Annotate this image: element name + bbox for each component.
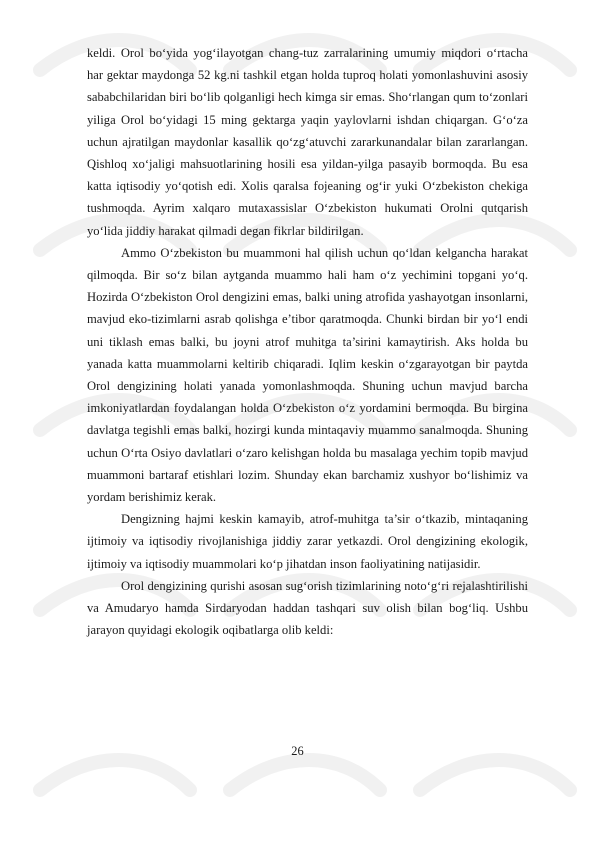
paragraph-1: keldi. Orol bo‘yida yog‘ilayotgan chang-tuz zarralarining umumiy miqdori o‘rtacha har gektar maydonga 52 kg.ni tashkil etgan holda tuproq holati yomonlashuvini asosiy sababchilaridan biri bo‘lib qolganligi hech kimga sir emas. Sho‘rlangan qum to‘zonlari yiliga Orol bo‘yidagi 15 ming gektarga yaqin yaylovlarni ishdan chiqargan. G‘o‘za uchun ajratilgan maydonlar kasallik qo‘zg‘atuvchi zararkunandalar bilan zararlangan. Qishloq xo‘jaligi mahsuotlarining hosili esa yildan-yilga pasayib bormoqda. Bu esa katta iqtisodiy yo‘qotish edi. Xolis qaralsa fojeaning og‘ir yuki O‘zbekiston chekiga tushmoqda. Ayrim xalqaro mutaxassislar O‘zbekiston hukumati Orolni qutqarish yo‘lida jiddiy harakat qilmadi degan fikrlar bildirilgan. [87, 46, 528, 238]
paragraph-4: Orol dengizining qurishi asosan sug‘orish tizimlarining noto‘g‘ri rejalashtirilishi va Amudaryo hamda Sirdaryodan haddan tashqari suv olish bilan bog‘liq. Ushbu jarayon quyidagi ekologik oqibatlarga olib keldi: [87, 578, 528, 638]
page-number: 26 [291, 744, 304, 758]
paragraph-2: Ammo O‘zbekiston bu muammoni hal qilish uchun qo‘ldan kelgancha harakat qilmoqda. Bir so‘z bilan aytganda muammo hali ham o‘z yechimini topgani yo‘q. Hozirda O‘zbekiston Orol dengizini emas, balki uning atrofida yashayotgan insonlarni, mavjud eko-tizimlarni asrab qolishga e’tibor qaratmoqda. Chunki birdan bir yo‘l endi uni tiklash emas balki, bu joyni atrof muhitga ta’sirini kamaytirish. Aks holda bu yanada katta muammolarni keltirib chiqaradi. Iqlim keskin o‘zgarayotgan bir paytda Orol dengizining holati yanada yomonlashmoqda. Shuning uchun mavjud barcha imkoniyatlardan foydalangan holda O‘zbekiston o‘z yordamini bermoqda. Bu birgina davlatga tegishli emas balki, hozirgi kunda mintaqaviy muammo sanalmoqda. Shuning uchun O‘rta Osiyo davlatlari o‘zaro kelishgan holda bu masalaga yechim topib mavjud muammoni bartaraf etishlari lozim. Shunday ekan barchamiz xushyor bo‘lishimiz va yordam berishimiz kerak. [87, 245, 528, 505]
document-body [87, 42, 528, 641]
paragraph-3: Dengizning hajmi keskin kamayib, atrof-muhitga ta’sir o‘tkazib, mintaqaning ijtimoiy va iqtisodiy rivojlanishiga jiddiy zarar yetkazdi. Orol dengizining ekologik, ijtimoiy va iqtisodiy muammolari ko‘p jihatdan inson faoliyatining natijasidir. [87, 512, 528, 571]
